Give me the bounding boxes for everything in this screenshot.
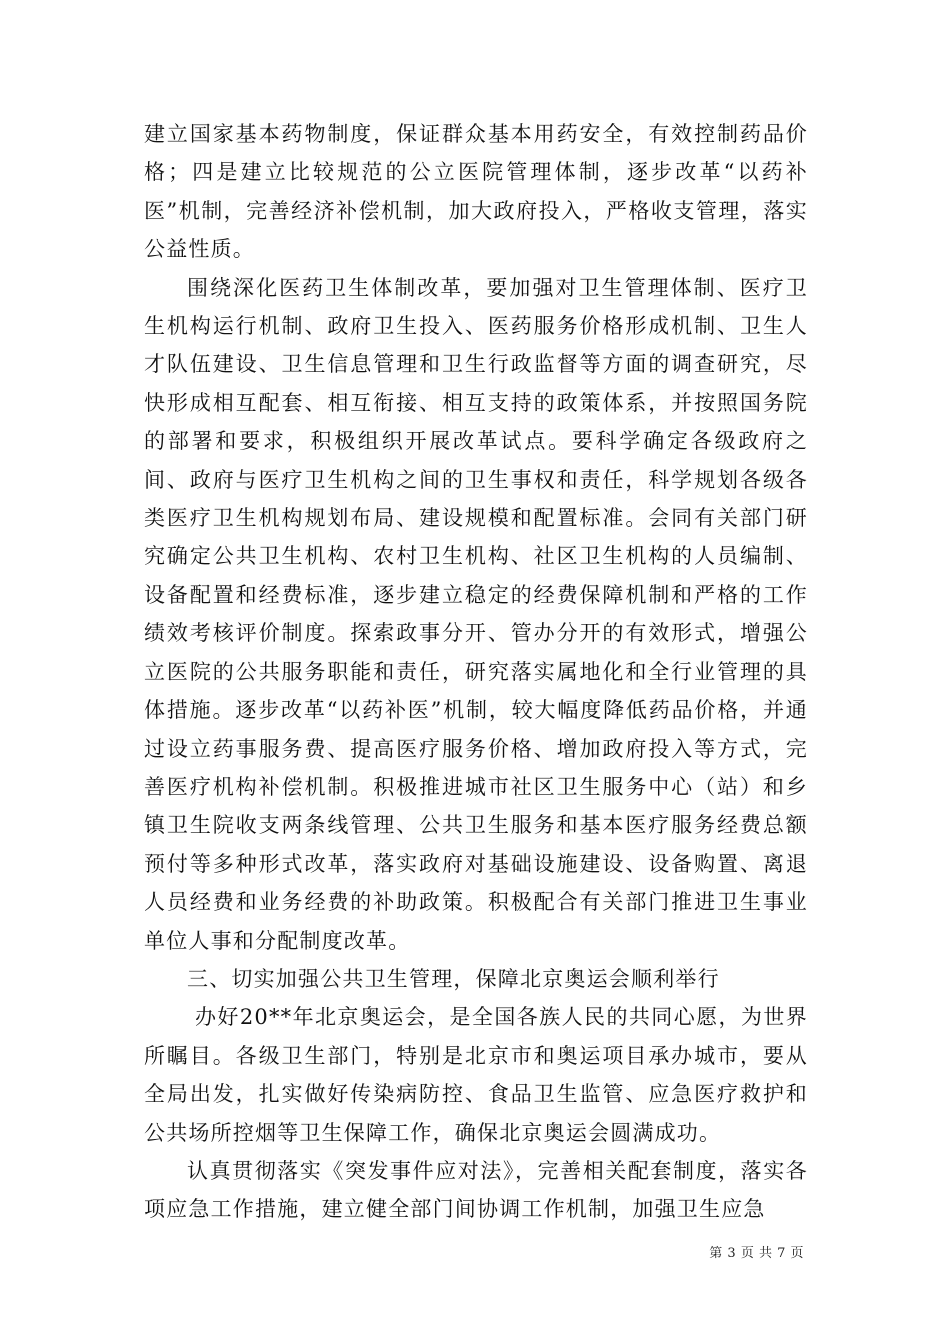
paragraph-continuation: 建立国家基本药物制度，保证群众基本用药安全，有效控制药品价格；四是建立比较规范的公立医院管理体制，逐步改革“以药补医”机制，完善经济补偿机制，加大政府投入，严格收支管理，落实公益性质。	[144, 122, 808, 262]
paragraph-reform-measures: 围绕深化医药卫生体制改革，要加强对卫生管理体制、医疗卫生机构运行机制、政府卫生投入、医药服务价格形成机制、卫生人才队伍建设、卫生信息管理和卫生行政监督等方面的调查研究，尽快形成相互配套、相互衔接、相互支持的政策体系，并按照国务院的部署和要求，积极组织开展改革试点。要科学确定各级政府之间、政府与医疗卫生机构之间的卫生事权和责任，科学规划各级各类医疗卫生机构规划布局、建设规模和配置标准。会同有关部门研究确定公共卫生机构、农村卫生机构、社区卫生机构的人员编制、设备配置和经费标准，逐步建立稳定的经费保障机制和严格的工作绩效考核评价制度。探索政事分开、管办分开的有效形式，增强公立医院的公共服务职能和责任，研究落实属地化和全行业管理的具体措施。逐步改革“以药补医”机制，较大幅度降低药品价格，并通过设立药事服务费、提高医疗服务价格、增加政府投入等方式，完善医疗机构补偿机制。积极推进城市社区卫生服务中心（站）和乡镇卫生院收支两条线管理、公共卫生服务和基本医疗服务经费总额预付等多种形式改革，落实政府对基础设施建设、设备购置、离退人员经费和业务经费的补助政策。积极配合有关部门推进卫生事业单位人事和分配制度改革。	[144, 275, 808, 953]
paragraph-olympics: 办好20**年北京奥运会，是全国各族人民的共同心愿，为世界所瞩目。各级卫生部门，特别是北京市和奥运项目承办城市，要从全局出发，扎实做好传染病防控、食品卫生监管、应急医疗救护和公共场所控烟等卫生保障工作，确保北京奥运会圆满成功。	[144, 1005, 808, 1145]
section-heading-public-health: 三、切实加强公共卫生管理，保障北京奥运会顺利举行	[187, 966, 720, 991]
document-body	[144, 115, 808, 1229]
paragraph-emergency-law: 认真贯彻落实《突发事件应对法》，完善相关配套制度，落实各项应急工作措施，建立健全部门间协调工作机制，加强卫生应急	[144, 1158, 808, 1222]
page-number-footer: 第 3 页 共 7 页	[709, 1246, 804, 1261]
